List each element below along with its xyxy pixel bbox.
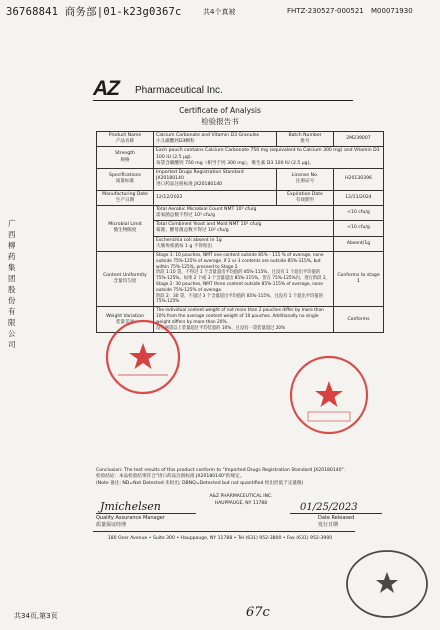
conclusion-block bbox=[96, 468, 388, 487]
product-name: Calcium Carbonate and Vitamin D3 Granules 小儿碳酸钙D3颗粒 bbox=[154, 132, 277, 147]
micro-result-1: <10 cfu/g bbox=[334, 205, 384, 220]
conclusion-en: Conclusion: The test results of this product conform to "Imported Drugs Registration Standard JX20180140". bbox=[96, 468, 346, 473]
micro-result-3: Absent/1g bbox=[334, 236, 384, 251]
footer-address: 180 Oser Avenue • Suite 300 • Hauppauge, NY 11788 • Tel (631) 952-3800 • Fax (631) 952-3900 bbox=[107, 536, 333, 541]
qa-signature: Jmichelsen bbox=[100, 500, 161, 513]
batch-label: Batch Number 批号 bbox=[277, 132, 334, 147]
coa-table bbox=[96, 131, 384, 333]
signature-line bbox=[96, 513, 196, 514]
micro-spec-2: Total Combined Yeast and Mold NMT 10² cfu/g 霉菌、酵母菌总数不得过 10² cfu/g bbox=[154, 221, 334, 236]
qa-manager-label: Quality Assurance Manager 质量保证经理 bbox=[96, 515, 165, 528]
fax-code: FHTZ-230527-000521 bbox=[287, 7, 364, 15]
table-row bbox=[97, 147, 384, 169]
footer-rule bbox=[93, 531, 355, 532]
mfg-date: 12/12/2022 bbox=[154, 190, 277, 205]
strength-value: Each pouch contains Calcium Carbonate 750 mg (equivalent to Calcium 300 mg) and Vitamin D3 100 IU (2.5 μg). 每袋含碳酸钙 750 mg（相当于钙 300 mg），维生素 D3 100 IU (2.5 μg)。 bbox=[154, 147, 384, 169]
date-line bbox=[290, 513, 382, 514]
table-row bbox=[97, 252, 384, 307]
side-company-caption: 广西柳药集团股份有限公司 bbox=[8, 219, 16, 349]
weight-variation-spec: The individual content weight of not more than 2 pouches differ by more than 10% from the average content weight of 10 pouches. Additionally no single weight differs by more than 20%. 没有两袋以上装量超过平均装量的 10%，且没有一袋装量超过 20% bbox=[154, 307, 334, 333]
logo-mark: AZ bbox=[93, 77, 119, 100]
right-quality-seal bbox=[288, 354, 370, 436]
exp-date: 12/11/2024 bbox=[334, 190, 384, 205]
release-date: 01/25/2023 bbox=[300, 502, 358, 513]
fax-code-2: M00071930 bbox=[371, 7, 413, 15]
table-row bbox=[97, 168, 384, 190]
micro-spec-3: Escherichia coli absent in 1g 大肠埃希菌每 1 g 不得检出 bbox=[154, 236, 334, 251]
exp-label: Expiration Date 有效期至 bbox=[277, 190, 334, 205]
logo-name: Pharmaceutical Inc. bbox=[135, 85, 223, 96]
micro-result-2: <10 cfu/g bbox=[334, 221, 384, 236]
conclusion-note: (Note 备注: ND=Not Detected 未检出; DBNQ=Detected but not quantified 检出但低于定量限) bbox=[96, 480, 304, 486]
mfg-label: Manufacturing Date 生产日期 bbox=[97, 190, 154, 205]
title-zh: 检验报告书 bbox=[201, 117, 239, 126]
license-number: H20130396 bbox=[334, 168, 384, 190]
fax-header bbox=[0, 0, 440, 22]
content-uniformity-spec: Stage 1: 10 pouches, NMT one content outside 85% - 115 % of average, none outside 75%-125% of average. If 2 or 3 contents are outside 85%-115%, but within 75%-125%, proceed to Stage 2. 阶段 1:10 袋，不得过 1 个含量超出平均值的 85%-115%，且没有 1 个超出平均值的 75%-125%。如果 2 个或 3 个含量超出 85%-115%，但在 75%-125%内，进行阶段 2。 Stage 2: 30 pouches, NMT three content outside 85%-115% of average, none outside 75%-125% of average. 阶段 2：30 袋，不超过 3 个含量超出平均值的 85%-115%，且没有 1 个超出平均值的 75%-125% bbox=[154, 252, 334, 307]
spec-label: Specifications 质量标准 bbox=[97, 168, 154, 190]
company-stamp-text: A&Z PHARMACEUTICAL INC. HAUPPAUGE, NY 11788 bbox=[209, 494, 273, 506]
left-quality-seal bbox=[104, 318, 182, 396]
weight-variation-result: Conforms bbox=[334, 307, 384, 333]
strength-label: Strength 规格 bbox=[97, 147, 154, 169]
title-en: Certificate of Analysis bbox=[179, 106, 261, 115]
bottom-inspection-seal bbox=[344, 548, 430, 620]
date-released-label: Date Released 发行日期 bbox=[318, 515, 355, 528]
content-uniformity-label: Content Uniformity 含量均匀度 bbox=[97, 252, 154, 307]
spec-value: Imported Drugs Registration Standard JX20180140 进口药品注册标准 JX20180140 bbox=[154, 168, 277, 190]
page-number: 共34页,第3页 bbox=[14, 612, 58, 620]
content-uniformity-result: Conforms to stage 1 bbox=[334, 252, 384, 307]
fax-sender-id: 36768841 商务部|01-k23g0367c bbox=[6, 6, 182, 18]
table-row bbox=[97, 190, 384, 205]
product-name-label: Product Name 产品名称 bbox=[97, 132, 154, 147]
conclusion-zh: 检验结论：本品检验结果符合"进口药品注册标准 JX20180140"的规定。 bbox=[96, 474, 245, 480]
fax-page-count: 共4个真被 bbox=[203, 8, 236, 16]
weight-variation-label: Weight Variation 装量差异 bbox=[97, 307, 154, 333]
micro-label: Microbial Limit 微生物限度 bbox=[97, 205, 154, 251]
logo-underline bbox=[93, 100, 353, 101]
company-logo bbox=[93, 77, 253, 99]
batch-number: 2M239007 bbox=[334, 132, 384, 147]
license-label: License No. 注册证号 bbox=[277, 168, 334, 190]
micro-spec-1: Total Aerobic Microbial Count NMT 10³ cfu/g 需氧菌总数不得过 10³ cfu/g bbox=[154, 205, 334, 220]
table-row bbox=[97, 205, 384, 220]
handwritten-note: 67c bbox=[246, 605, 270, 620]
table-row bbox=[97, 132, 384, 147]
